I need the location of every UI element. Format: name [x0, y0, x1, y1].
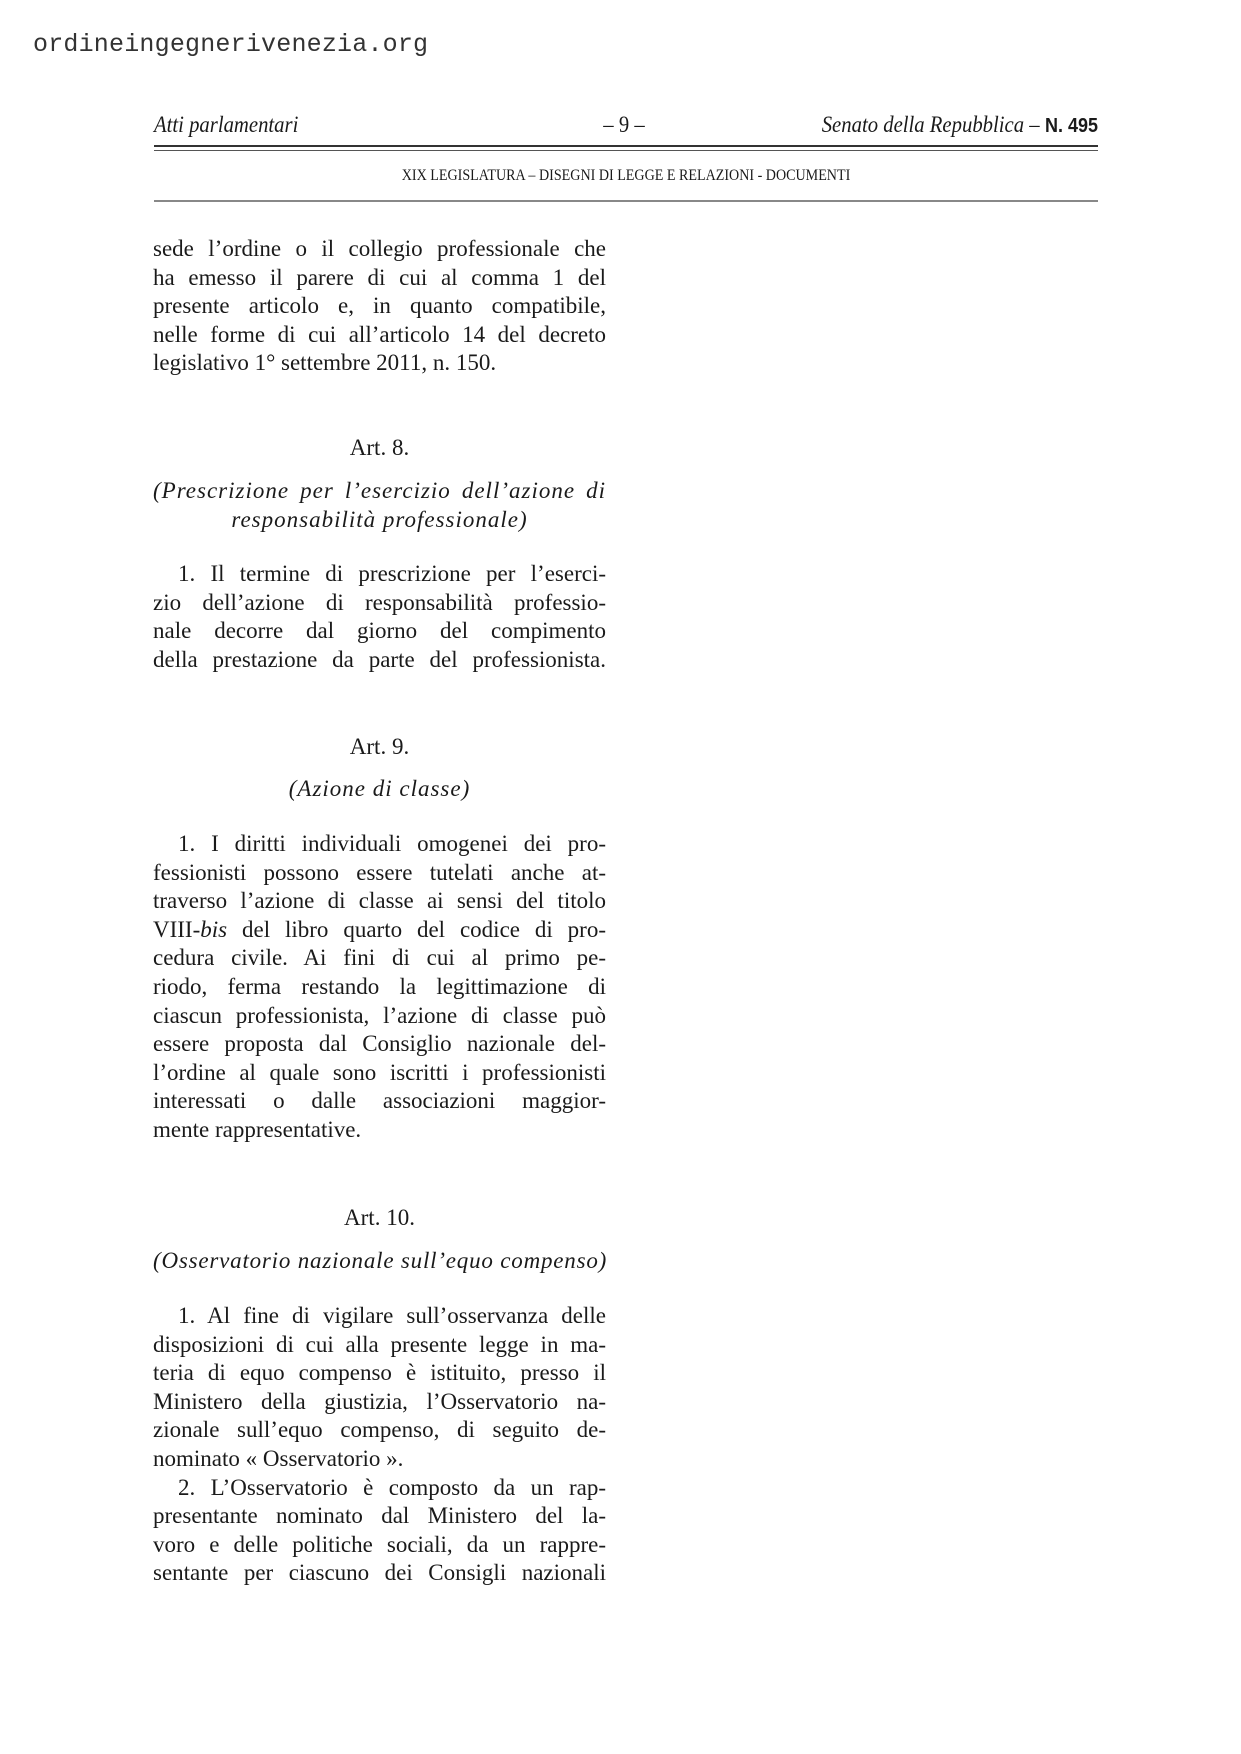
text-line: 1. Il termine di prescrizione per l’eserci-	[178, 561, 606, 586]
text-line	[153, 916, 606, 945]
title-line: (Osservatorio nazionale sull’equo compenso)	[153, 1248, 608, 1273]
text-line: essere proposta dal Consiglio nazionale del-	[153, 1031, 606, 1057]
text-span: del libro quarto del codice di pro-	[227, 916, 606, 942]
text-line: teria di equo compenso è istituito, presso il	[153, 1360, 606, 1386]
text-line: presentante nominato dal Ministero del la-	[153, 1503, 606, 1529]
title-line: responsabilità professionale)	[231, 506, 528, 532]
text-line: presente articolo e, in quanto compatibile,	[153, 293, 606, 319]
title-line: (Azione di classe)	[288, 776, 471, 801]
text-line: voro e delle politiche sociali, da un rappre-	[153, 1531, 606, 1557]
header-rule-thin	[154, 150, 1098, 151]
article-9-title	[153, 775, 606, 804]
text-line: della prestazione da parte del professionista.	[153, 646, 606, 672]
text-line: 2. L’Osservatorio è composto da un rap-	[178, 1474, 606, 1500]
header-right	[822, 112, 1098, 138]
text-line: zionale sull’equo compenso, di seguito de-	[153, 1417, 606, 1443]
text-line: sede l’ordine o il collegio professionale che	[153, 236, 606, 261]
document-number: N. 495	[1044, 115, 1098, 137]
text-span: VIII-	[153, 916, 201, 942]
text-line: interessati o dalle associazioni maggior-	[153, 1088, 606, 1114]
article-8-title	[153, 477, 606, 534]
header-subtitle: XIX LEGISLATURA – DISEGNI DI LEGGE E RELAZIONI - DOCUMENTI	[401, 167, 851, 184]
text-line: ciascun professionista, l’azione di classe può	[153, 1002, 606, 1028]
page-number: – 9 –	[603, 112, 645, 137]
article-10-title	[153, 1247, 606, 1276]
text-line: fessionisti possono essere tutelati anche at-	[153, 859, 606, 885]
text-line: mente rappresentative.	[153, 1116, 362, 1142]
watermark-url: ordineingegnerivenezia.org	[33, 30, 429, 59]
article-10-label: Art. 10.	[344, 1205, 415, 1230]
page-header	[154, 112, 1098, 142]
text-line: disposizioni di cui alla presente legge in ma-	[153, 1331, 606, 1357]
title-line: (Prescrizione per l’esercizio dell’azione di	[153, 478, 606, 503]
text-line: cedura civile. Ai fini di cui al primo pe-	[153, 945, 606, 971]
text-line: nominato « Osservatorio ».	[153, 1445, 404, 1471]
text-line: nelle forme di cui all’articolo 14 del decreto	[153, 321, 606, 347]
text-line: l’ordine al quale sono iscritti i professionisti	[153, 1059, 606, 1085]
article-9-paragraph	[153, 830, 606, 1145]
text-line: 1. I diritti individuali omogenei dei pro-	[178, 831, 606, 856]
article-10-paragraph	[153, 1302, 606, 1588]
header-rule	[154, 145, 1098, 147]
article-9-label: Art. 9.	[349, 734, 410, 759]
intro-paragraph	[153, 235, 606, 378]
text-line: zio dell’azione di responsabilità professio-	[153, 589, 606, 615]
text-line: nale decorre dal giorno del compimento	[153, 618, 606, 644]
subheader-rule	[154, 200, 1098, 202]
text-line: riodo, ferma restando la legittimazione di	[153, 973, 606, 999]
text-line: traverso l’azione di classe ai sensi del titolo	[153, 888, 606, 914]
text-line: ha emesso il parere di cui al comma 1 del	[153, 264, 606, 290]
header-senate: Senato della Repubblica	[821, 112, 1025, 137]
italic-span: bis	[200, 916, 228, 942]
text-line: Ministero della giustizia, l’Osservatorio na-	[153, 1388, 606, 1414]
article-8-label: Art. 8.	[349, 435, 410, 460]
text-line: legislativo 1° settembre 2011, n. 150.	[153, 350, 497, 376]
header-left: Atti parlamentari	[154, 112, 299, 137]
header-separator: –	[1029, 112, 1040, 137]
article-8-paragraph	[153, 560, 606, 674]
text-line: sentante per ciascuno dei Consigli nazionali	[153, 1560, 606, 1586]
text-line: 1. Al fine di vigilare sull’osservanza delle	[178, 1303, 606, 1328]
